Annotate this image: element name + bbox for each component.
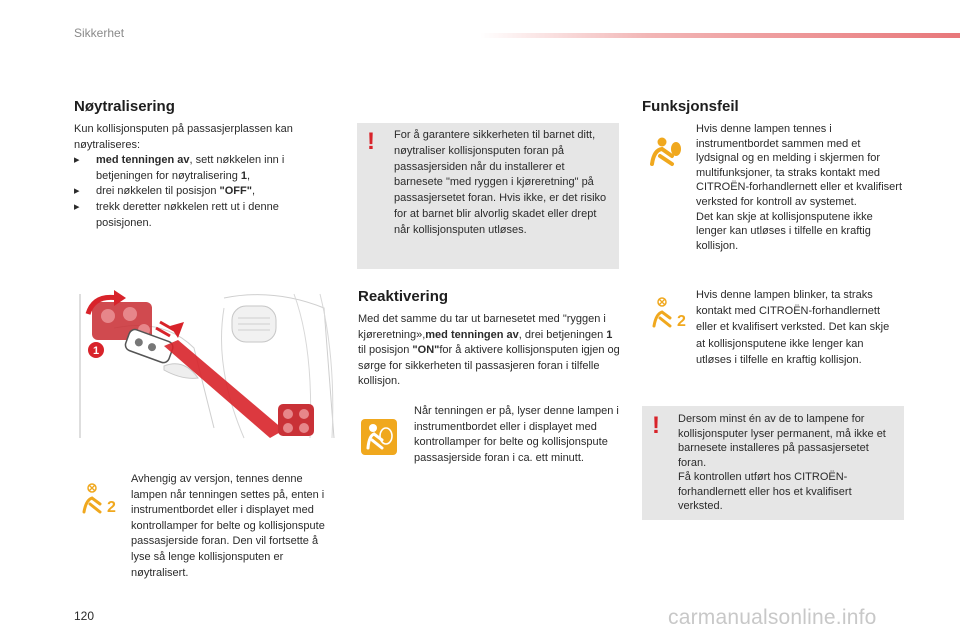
step-2-text: drei nøkkelen til posisjon bbox=[96, 185, 220, 198]
reactivation-bold-2: 1 bbox=[606, 328, 613, 341]
illustration-drawing bbox=[74, 288, 338, 448]
watermark: carmanualsonline.info bbox=[668, 606, 877, 629]
reactivation-bold-3: "ON" bbox=[412, 344, 440, 357]
step-1-after: , bbox=[247, 169, 251, 182]
malfunction-lamp-on-text-b: Det kan skje at kollisjonsputene ikke lenger kan utløses i tilfelle en kraftig kollisjon. bbox=[696, 210, 873, 252]
reactivation-text-2: , drei betjeningen bbox=[518, 328, 607, 341]
step-3-text: trekk deretter nøkkelen rett ut i denne posisjonen. bbox=[96, 200, 279, 229]
bullet-marker: ▸ bbox=[74, 154, 80, 167]
malfunction-lamp-on-text-a: Hvis denne lampen tennes i instrumentbordet sammen med et lydsignal og en melding i skjermen for multifunksjoner, ta straks kontakt med CITROËN-forhandlernett eller et kvalifisert verksted for kontroll av systemet. bbox=[696, 123, 903, 208]
reactivation-lamp-text: Når tenningen er på, lyser denne lampen i instrumentbordet eller i displayet med kontrollamper for belte og kollisjonspute passasjerside foran i ca. ett minutt. bbox=[414, 405, 619, 464]
neutralisation-intro: Kun kollisjonsputen på passasjerplassen kan nøytraliseres: bbox=[74, 123, 293, 151]
neutralisation-heading: Nøytralisering bbox=[74, 98, 175, 115]
reactivation-bold-1: med tenningen av bbox=[425, 328, 519, 341]
passenger-airbag-lamp-icon bbox=[360, 418, 398, 456]
lamp-warning-text bbox=[678, 412, 896, 514]
header-accent-bar bbox=[480, 33, 960, 38]
section-title: Sikkerhet bbox=[74, 26, 125, 40]
neutralisation-step-2 bbox=[74, 184, 336, 200]
callout-number: 1 bbox=[92, 345, 100, 357]
airbag-switch-illustration bbox=[74, 288, 338, 448]
reactivation-text-1: Med det samme du tar ut barnesetet med "ryggen i kjøreretning», bbox=[358, 313, 606, 341]
step-1-text: , sett nøkkelen inn i betjeningen for nøytralisering bbox=[96, 154, 285, 182]
step-1-bold: med tenningen av bbox=[96, 154, 190, 167]
neutralisation-step-1 bbox=[74, 153, 336, 184]
lamp-warning-text-b: Få kontrollen utført hos CITROËN-forhandlernett eller hos et kvalifisert verksted. bbox=[678, 471, 852, 512]
airbag-off-lamp-icon bbox=[80, 482, 120, 518]
warning-exclamation-icon: ! bbox=[652, 412, 660, 439]
malfunction-lamp-on-text bbox=[696, 122, 902, 253]
malfunction-lamp-blink-text: Hvis denne lampen blinker, ta straks kontakt med CITROËN-forhandlernett eller et kvalifisert verksted. Det kan skje at kollisjonsputene ikke lenger kan utløses i tilfelle en kraftig kollisjon. bbox=[696, 289, 890, 366]
bullet-marker: ▸ bbox=[74, 200, 80, 213]
malfunction-heading: Funksjonsfeil bbox=[642, 98, 739, 115]
reactivation-text-3: til posisjon bbox=[358, 344, 413, 357]
svg-text:2: 2 bbox=[107, 499, 116, 516]
bullet-marker: ▸ bbox=[74, 185, 80, 198]
warning-exclamation-icon: ! bbox=[367, 128, 375, 155]
step-2-after: , bbox=[251, 185, 256, 198]
svg-text:2: 2 bbox=[677, 313, 686, 330]
airbag-fault-lamp-icon bbox=[648, 136, 684, 168]
step-1-ref: 1 bbox=[240, 169, 248, 182]
airbag-off-fault-lamp-icon bbox=[650, 296, 690, 330]
reactivation-text-4: for å aktivere kollisjonsputen igjen og sørge for sikkerheten til passasjeren foran i tilfelle kollisjon. bbox=[358, 344, 620, 388]
neutralisation-step-3 bbox=[74, 200, 336, 231]
lamp-warning-text-a: Dersom minst én av de to lampene for kollisjonsputer lyser permanent, må ikke et barnesete installeres på passasjersetet foran. bbox=[678, 413, 886, 469]
neutralisation-text bbox=[74, 122, 336, 231]
reactivation-heading: Reaktivering bbox=[358, 288, 449, 305]
child-seat-warning-text: For å garantere sikkerheten til barnet ditt, nøytraliser kollisjonsputen foran på passasjersiden når du installerer et barnesete "med ryggen i kjøreretning" på passasjersetet foran. Hvis ikke, er det risiko for at barnet blir alvorlig skadet eller drept når kollisjonsputen utløses. bbox=[394, 129, 607, 236]
step-2-bold: "OFF" bbox=[219, 185, 252, 198]
neutralisation-lamp-text: Avhengig av versjon, tennes denne lampen når tenningen settes på, enten i instrumentbordet eller i displayet med kontrollamper for belte og kollisjonspute passasjerside foran. Den vil fortsette å lyse så lenge kollisjonsputen er nøytralisert. bbox=[131, 473, 325, 579]
reactivation-text bbox=[358, 312, 622, 390]
page-number: 120 bbox=[74, 609, 95, 623]
